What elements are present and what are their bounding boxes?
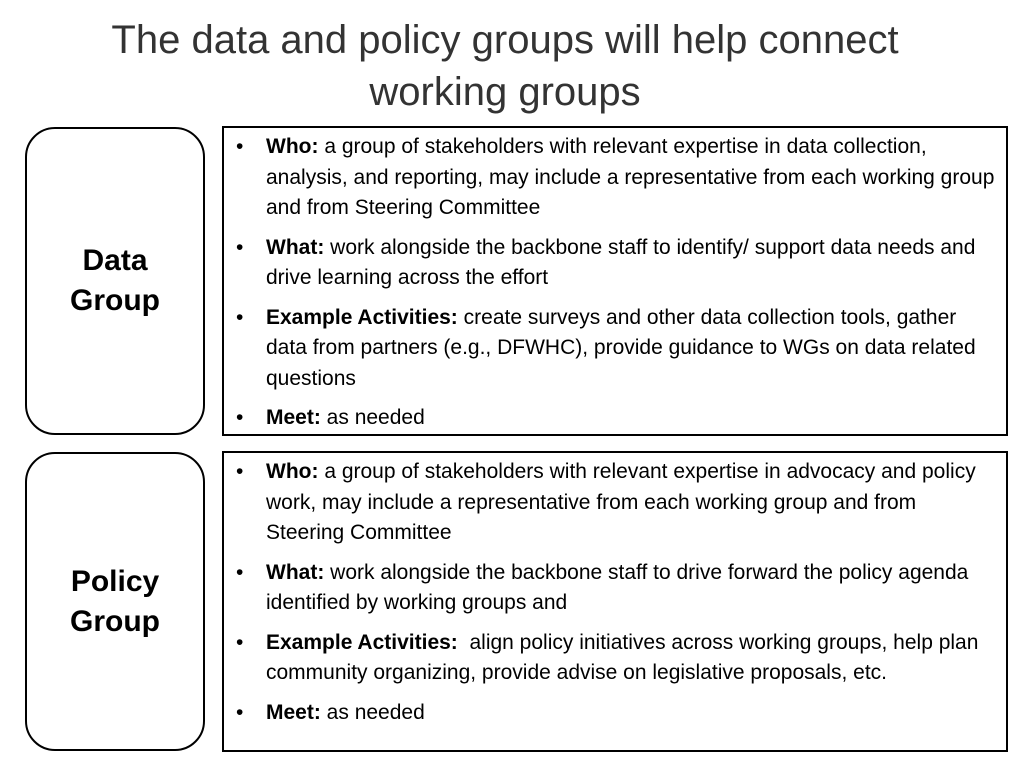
data-group-label-box (25, 127, 205, 435)
bullet-text: work alongside the backbone staff to drive forward the policy agenda identified by working groups and (266, 560, 969, 614)
slide-title: The data and policy groups will help connect working groups (111, 18, 899, 114)
data-group-activities-item (232, 303, 996, 395)
policy-group-details (222, 451, 1008, 752)
policy-group-activities-item (232, 628, 996, 689)
bullet-label: Who: (266, 460, 319, 483)
bullet-label: What: (266, 560, 325, 584)
data-group-bullet-list (232, 132, 996, 434)
bullet-text: as needed (320, 700, 425, 724)
policy-group-who-item (232, 457, 996, 549)
bullet-label: Meet: (266, 700, 321, 724)
bullet-text: create surveys and other data collection tools, gather data from partners (e.g., DFWHC), provide guidance to WGs on data related questions (266, 305, 976, 390)
data-group-details (222, 126, 1008, 436)
bullet-text: work alongside the backbone staff to identify/ support data needs and drive learning across the effort (266, 235, 976, 289)
policy-group-label-line2: Group (70, 604, 160, 638)
data-group-meet-item (232, 403, 996, 434)
data-group-what-item (232, 233, 996, 294)
bullet-label: Example Activities: (266, 305, 458, 329)
data-group-label-line1: Data (82, 244, 148, 277)
bullet-label: Example Activities: (266, 630, 458, 654)
policy-group-label-box (25, 452, 205, 751)
bullet-label: What: (266, 235, 325, 259)
policy-group-label (70, 562, 160, 642)
bullet-text: a group of stakeholders with relevant expertise in advocacy and policy work, may include a representative from each working group and from Steering Committee (266, 460, 976, 544)
bullet-text: align policy initiatives across working groups, help plan community organizing, provide advise on legislative proposals, etc. (266, 630, 985, 684)
policy-group-label-line1: Policy (70, 564, 160, 598)
bullet-text: a group of stakeholders with relevant expertise in data collection, analysis, and reporting, may include a representative from each working group and from Steering Committee (266, 135, 995, 219)
bullet-text: as needed (320, 406, 425, 429)
policy-group-meet-item (232, 698, 996, 729)
data-group-who-item (232, 132, 996, 224)
data-group-label-line2: Group (70, 284, 160, 317)
bullet-label: Who: (266, 135, 319, 158)
data-group-label (70, 241, 160, 321)
bullet-label: Meet: (266, 406, 321, 429)
policy-group-what-item (232, 558, 996, 619)
policy-group-bullet-list (232, 457, 996, 728)
